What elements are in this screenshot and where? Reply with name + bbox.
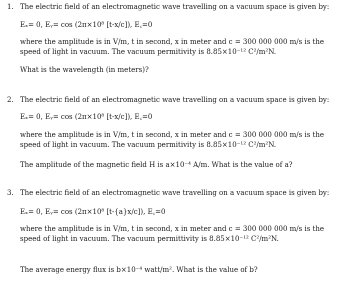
where-line-1: where the amplitude is in V/m, t in second, x in meter and c = 300 000 000 m/s is the: [20, 131, 325, 139]
question-text: The amplitude of the magnetic field H is a×10⁻⁴ A/m. What is the value of a?: [20, 161, 293, 169]
question-text: The average energy flux is b×10⁻⁴ watt/m². What is the value of b?: [20, 266, 258, 274]
question-text: What is the wavelength (in meters)?: [20, 66, 149, 74]
where-line-1: where the amplitude is in V/m, t in second, x in meter and c = 300 000 000 m/s is the: [20, 38, 325, 46]
field-equation: Eₓ= 0, Eᵧ= cos (2π×10⁸ [t-{a}x/c]), E꜀=0: [20, 208, 166, 216]
question-number: 2.: [7, 96, 14, 104]
where-line-2: speed of light in vacuum. The vacuum permittivity is 8.85×10⁻¹² C²/m²N.: [20, 235, 279, 243]
where-line-2: speed of light in vacuum. The vacuum permitivity is 8.85×10⁻¹² C²/m²N.: [20, 48, 277, 56]
field-equation: Eₓ= 0, Eᵧ= cos (2π×10⁸ [t-x/c]), E꜀=0: [20, 113, 153, 121]
where-line-2: speed of light in vacuum. The vacuum permitivity is 8.85×10⁻¹² C²/m²N.: [20, 141, 277, 149]
field-equation: Eₓ= 0, Eᵧ= cos (2π×10⁸ [t-x/c]), E꜀=0: [20, 21, 153, 29]
question-intro: The electric field of an electromagnetic wave travelling on a vacuum space is given by:: [20, 3, 330, 11]
where-line-1: where the amplitude is in V/m, t in second, x in meter and c = 300 000 000 m/s is the: [20, 225, 325, 233]
question-intro: The electric field of an electromagnetic wave travelling on a vacuum space is given by:: [20, 189, 330, 197]
question-number: 1.: [7, 3, 14, 11]
question-number: 3.: [7, 189, 14, 197]
question-intro: The electric field of an electromagnetic wave travelling on a vacuum space is given by:: [20, 96, 330, 104]
